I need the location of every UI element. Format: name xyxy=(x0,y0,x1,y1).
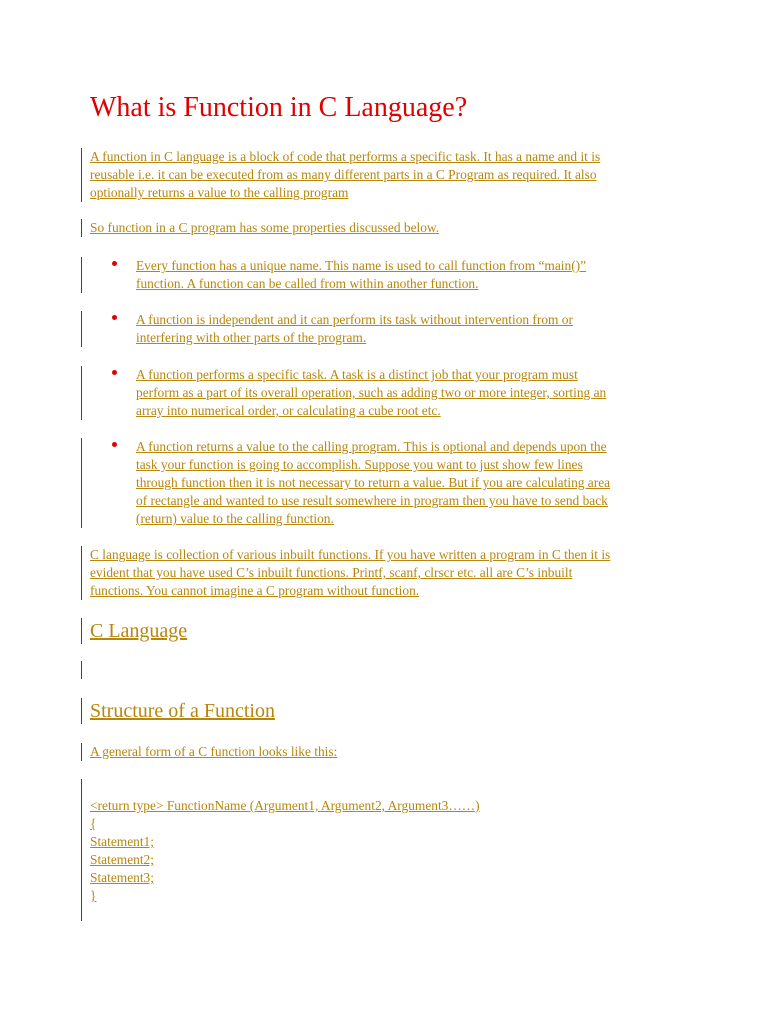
code-line: } xyxy=(90,888,97,903)
list-item-line: interfering with other parts of the program. xyxy=(136,330,367,345)
general-form-text: A general form of a C function looks like this: xyxy=(90,744,338,759)
list-item-line: array into numerical order, or calculating a cube root etc. xyxy=(136,403,441,418)
list-item-line: Every function has a unique name. This name is used to call function from “main()” xyxy=(136,258,587,273)
summary-line: C language is collection of various inbuilt functions. If you have written a program in C then it is xyxy=(90,547,611,562)
properties-intro xyxy=(90,219,690,237)
list-item-line: A function is independent and it can perform its task without intervention from or xyxy=(136,312,573,327)
change-bar xyxy=(81,438,82,528)
list-item xyxy=(90,311,690,347)
code-line: Statement3; xyxy=(90,870,154,885)
heading-structure: Structure of a Function xyxy=(90,700,275,722)
list-item xyxy=(90,438,690,528)
section-heading xyxy=(90,698,690,724)
change-bar xyxy=(81,698,82,724)
change-bar xyxy=(81,618,82,644)
code-line: Statement1; xyxy=(90,834,154,849)
section-heading xyxy=(90,618,690,644)
list-item-line: through function then it is not necessary to return a value. But if you are calculating area xyxy=(136,475,611,490)
general-form-paragraph xyxy=(90,743,690,761)
list-item xyxy=(90,257,690,293)
page-title: What is Function in C Language? xyxy=(90,92,468,123)
list-item-line: perform as a part of its overall operation, such as adding two or more integer, sorting an xyxy=(136,385,607,400)
change-bar xyxy=(81,366,82,420)
code-line: Statement2; xyxy=(90,852,154,867)
intro-line: reusable i.e. it can be executed from as many different parts in a C Program as required. It also xyxy=(90,167,597,182)
summary-line: evident that you have used C’s inbuilt functions. Printf, scanf, clrscr etc. all are C’s inbuilt xyxy=(90,565,573,580)
bullet-icon xyxy=(112,261,117,266)
list-item-line: (return) value to the calling function. xyxy=(136,511,334,526)
intro-line: optionally returns a value to the calling program xyxy=(90,185,349,200)
bullet-icon xyxy=(112,315,117,320)
summary-paragraph xyxy=(90,546,690,600)
change-bar xyxy=(81,148,82,202)
change-bar xyxy=(81,546,82,600)
intro-line: A function in C language is a block of code that performs a specific task. It has a name and it is xyxy=(90,149,601,164)
heading-c-language: C Language xyxy=(90,620,188,642)
list-item-line: function. A function can be called from within another function. xyxy=(136,276,479,291)
change-bar xyxy=(81,743,82,761)
change-bar xyxy=(81,257,82,293)
code-block xyxy=(90,779,690,905)
change-bar xyxy=(81,661,82,679)
list-item-line: A function returns a value to the calling program. This is optional and depends upon the xyxy=(136,439,607,454)
bullet-icon xyxy=(112,370,117,375)
change-bar xyxy=(81,219,82,237)
properties-intro-text: So function in a C program has some properties discussed below. xyxy=(90,220,440,235)
list-item-line: of rectangle and wanted to use result somewhere in program then you have to send back xyxy=(136,493,608,508)
intro-paragraph xyxy=(90,148,690,202)
code-line: <return type> FunctionName (Argument1, Argument2, Argument3……) xyxy=(90,798,480,813)
summary-line: functions. You cannot imagine a C program without function. xyxy=(90,583,420,598)
change-bar xyxy=(81,779,82,921)
bullet-icon xyxy=(112,442,117,447)
list-item xyxy=(90,366,690,420)
list-item-line: task your function is going to accomplish. Suppose you want to just show few lines xyxy=(136,457,583,472)
list-item-line: A function performs a specific task. A task is a distinct job that your program must xyxy=(136,367,578,382)
code-line: { xyxy=(90,816,97,831)
change-bar xyxy=(81,311,82,347)
